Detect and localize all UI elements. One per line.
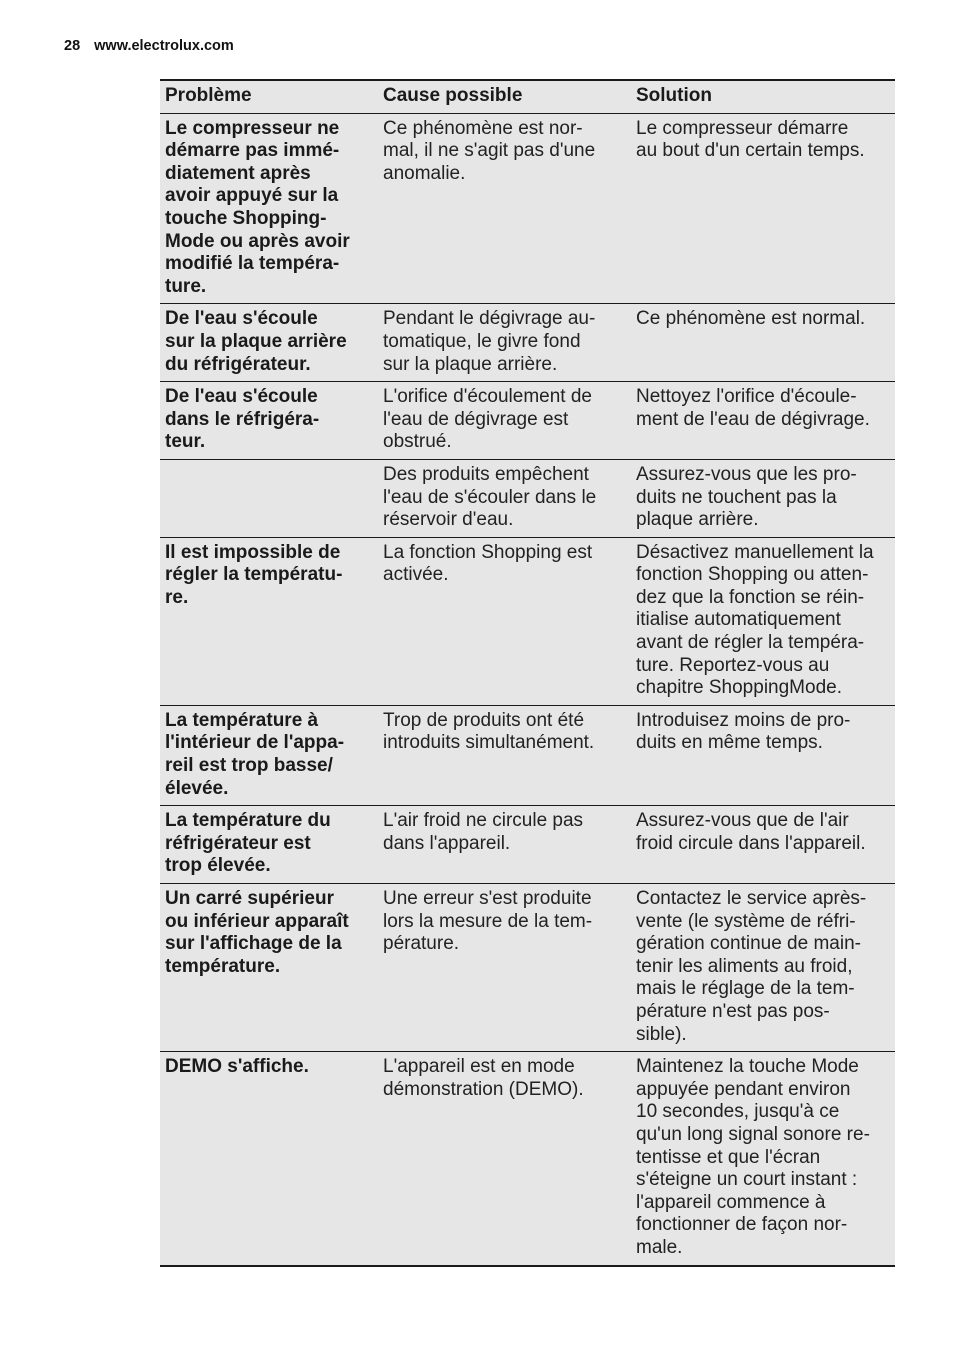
cause-text-line: l'eau de dégivrage est — [383, 408, 569, 430]
problem-cell — [160, 537, 378, 705]
problem-text-line: sur l'affichage de la — [165, 933, 342, 955]
cause-text-line: réservoir d'eau. — [383, 509, 514, 531]
problem-text-line: avoir appuyé sur la — [165, 185, 339, 207]
problem-text-line: Il est impossible de — [165, 541, 341, 563]
cause-text-line: L'appareil est en mode — [383, 1056, 575, 1078]
solution-text-line: plaque arrière. — [636, 509, 759, 531]
problem-text-line: De l'eau s'écoule — [165, 308, 318, 330]
cause-text-line: Une erreur s'est produite — [383, 888, 592, 909]
problem-cell — [160, 806, 378, 884]
cause-text-line: Pendant le dégivrage au- — [383, 308, 596, 330]
solution-text-line: froid circule dans l'appareil. — [636, 832, 866, 854]
table-row — [160, 304, 895, 382]
problem-cell — [160, 884, 378, 1052]
solution-cell — [631, 537, 895, 705]
problem-text-line: Le compresseur ne — [165, 117, 340, 139]
cause-text-line: sur la plaque arrière. — [383, 353, 558, 375]
cause-text-line: obstrué. — [383, 431, 452, 453]
solution-text-line: male. — [636, 1236, 683, 1258]
solution-text-line: mais le réglage de la tem- — [636, 978, 855, 1000]
website-link[interactable]: www.electrolux.com — [94, 38, 234, 54]
cause-text-line: dans l'appareil. — [383, 832, 511, 854]
solution-text-line: Assurez-vous que de l'air — [636, 810, 849, 832]
table-row — [160, 459, 895, 537]
solution-text-line: pérature n'est pas pos- — [636, 1000, 830, 1022]
column-header-cause: Cause possible — [378, 80, 631, 113]
solution-text-line: Maintenez la touche Mode — [636, 1056, 859, 1078]
problem-text-line: DEMO s'affiche. — [165, 1056, 309, 1078]
cause-text-line: lors la mesure de la tem- — [383, 910, 593, 932]
problem-cell — [160, 459, 378, 537]
solution-text-line: chapitre ShoppingMode. — [636, 677, 842, 699]
problem-text-line: diatement après — [165, 162, 311, 184]
column-header-solution: Solution — [631, 80, 895, 113]
page-number: 28 — [64, 38, 81, 54]
solution-text-line: fonctionner de façon nor- — [636, 1214, 848, 1236]
problem-text-line: du réfrigérateur. — [165, 353, 311, 375]
cause-cell — [378, 382, 631, 460]
cause-text-line: L'air froid ne circule pas — [383, 810, 584, 832]
solution-cell — [631, 382, 895, 460]
solution-text-line: s'éteigne un court instant : — [636, 1169, 858, 1191]
problem-text-line: l'intérieur de l'appa- — [165, 732, 345, 754]
problem-text-line: La température du — [165, 810, 331, 832]
problem-text-line: De l'eau s'écoule — [165, 386, 318, 408]
solution-text-line: ment de l'eau de dégivrage. — [636, 408, 870, 430]
solution-text-line: dez que la fonction se réin- — [636, 586, 865, 608]
solution-text-line: fonction Shopping ou atten- — [636, 564, 869, 586]
solution-text-line: Introduisez moins de pro- — [636, 709, 851, 731]
cause-text-line: L'orifice d'écoulement de — [383, 386, 592, 408]
solution-text-line: avant de régler la tempéra- — [636, 632, 865, 654]
solution-text-line: itialise automatiquement — [636, 609, 841, 631]
solution-text-line: Ce phénomène est normal. — [636, 308, 866, 330]
solution-cell — [631, 884, 895, 1052]
cause-cell — [378, 1052, 631, 1266]
table-row — [160, 705, 895, 805]
problem-cell — [160, 113, 378, 304]
cause-text-line: activée. — [383, 564, 449, 586]
solution-text-line: Assurez-vous que les pro- — [636, 463, 857, 485]
solution-text-line: ture. Reportez-vous au — [636, 654, 830, 676]
cause-cell — [378, 537, 631, 705]
solution-text-line: 10 secondes, jusqu'à ce — [636, 1101, 840, 1123]
cause-text-line: Trop de produits ont été — [383, 709, 585, 731]
solution-text-line: Nettoyez l'orifice d'écoule- — [636, 386, 857, 408]
problem-text-line: température. — [165, 955, 281, 977]
problem-text-line: La température à — [165, 709, 319, 731]
cause-text-line: mal, il ne s'agit pas d'une — [383, 140, 596, 162]
problem-text-line: reil est trop basse/ — [165, 755, 333, 777]
table-row — [160, 537, 895, 705]
table-row — [160, 884, 895, 1052]
solution-text-line: duits en même temps. — [636, 732, 823, 754]
solution-text-line: tenir les aliments au froid, — [636, 955, 853, 977]
cause-text-line: Ce phénomène est nor- — [383, 117, 583, 139]
table-row — [160, 806, 895, 884]
problem-text-line: trop élevée. — [165, 855, 271, 877]
column-header-problem: Problème — [160, 80, 378, 113]
solution-cell — [631, 806, 895, 884]
problem-cell — [160, 304, 378, 382]
problem-text-line: sur la plaque arrière — [165, 330, 347, 352]
problem-text-line: élevée. — [165, 777, 229, 799]
solution-text-line: gération continue de main- — [636, 933, 861, 955]
problem-cell — [160, 382, 378, 460]
problem-cell — [160, 1052, 378, 1266]
solution-cell — [631, 304, 895, 382]
problem-text-line: teur. — [165, 431, 206, 453]
problem-text-line: touche Shopping- — [165, 207, 327, 229]
cause-cell — [378, 113, 631, 304]
troubleshooting-table — [160, 79, 895, 1267]
solution-text-line: duits ne touchent pas la — [636, 486, 837, 508]
problem-text-line: ture. — [165, 275, 207, 297]
solution-text-line: l'appareil commence à — [636, 1191, 826, 1213]
page-header — [64, 38, 234, 54]
cause-cell — [378, 806, 631, 884]
table-row — [160, 382, 895, 460]
problem-text-line: Mode ou après avoir — [165, 230, 350, 252]
cause-text-line: Des produits empêchent — [383, 463, 589, 485]
solution-cell — [631, 113, 895, 304]
solution-text-line: Le compresseur démarre — [636, 117, 849, 139]
solution-text-line: sible). — [636, 1023, 687, 1045]
cause-cell — [378, 884, 631, 1052]
table-row — [160, 1052, 895, 1266]
solution-text-line: Désactivez manuellement la — [636, 541, 874, 563]
table-row — [160, 113, 895, 304]
solution-cell — [631, 459, 895, 537]
problem-text-line: dans le réfrigéra- — [165, 408, 320, 430]
cause-text-line: démonstration (DEMO). — [383, 1078, 584, 1100]
problem-cell — [160, 705, 378, 805]
problem-text-line: régler la températu- — [165, 564, 343, 586]
solution-text-line: au bout d'un certain temps. — [636, 140, 865, 162]
problem-text-line: Un carré supérieur — [165, 888, 334, 909]
cause-text-line: anomalie. — [383, 162, 466, 184]
solution-text-line: qu'un long signal sonore re- — [636, 1123, 870, 1145]
problem-text-line: re. — [165, 586, 189, 608]
solution-cell — [631, 1052, 895, 1266]
cause-text-line: pérature. — [383, 933, 460, 955]
table-header-row — [160, 80, 895, 113]
solution-text-line: appuyée pendant environ — [636, 1078, 851, 1100]
solution-text-line: vente (le système de réfri- — [636, 910, 856, 932]
cause-text-line: introduits simultanément. — [383, 732, 595, 754]
solution-cell — [631, 705, 895, 805]
problem-text-line: démarre pas immé- — [165, 140, 340, 162]
cause-text-line: tomatique, le givre fond — [383, 330, 581, 352]
problem-text-line: réfrigérateur est — [165, 832, 311, 854]
cause-cell — [378, 705, 631, 805]
cause-cell — [378, 304, 631, 382]
solution-text-line: Contactez le service après- — [636, 888, 867, 909]
problem-text-line: ou inférieur apparaît — [165, 910, 349, 932]
cause-cell — [378, 459, 631, 537]
solution-text-line: tentisse et que l'écran — [636, 1146, 821, 1168]
problem-text-line: modifié la tempéra- — [165, 253, 340, 275]
cause-text-line: La fonction Shopping est — [383, 541, 593, 563]
cause-text-line: l'eau de s'écouler dans le — [383, 486, 597, 508]
